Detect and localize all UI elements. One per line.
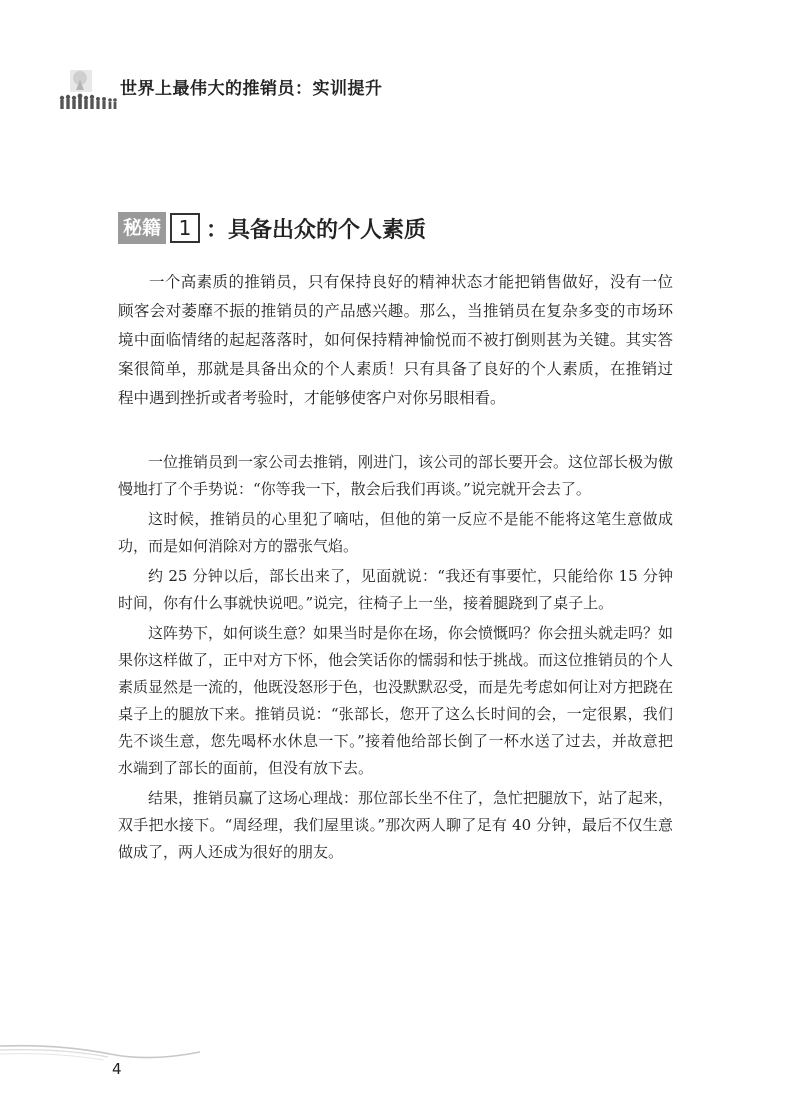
section-title: ：具备出众的个人素质 <box>206 217 427 243</box>
story-block <box>118 449 673 869</box>
section-heading <box>118 211 426 245</box>
intro-block <box>118 268 673 413</box>
story-paragraph-4: 这阵势下，如何谈生意？如果当时是你在场，你会愤慨吗？你会扭头就走吗？如果你这样做了，正中对方下怀，他会笑话你的懦弱和怯于挑战。而这位推销员的个人素质显然是一流的，他既没怒形于色，也没默默忍受，而是先考虑如何让对方把跷在桌子上的腿放下来。推销员说：“张部长，您开了这么长时间的会，一定很累，我们先不谈生意，您先喝杯水休息一下。”接着他给部长倒了一杯水送了过去，并故意把水端到了部长的面前，但没有放下去。 <box>118 624 674 777</box>
story-paragraph-2: 这时候，推销员的心里犯了嘀咕，但他的第一反应不是能不能将这笔生意做成功，而是如何消除对方的嚣张气焰。 <box>118 510 673 555</box>
story-paragraph-3: 约 25 分钟以后，部长出来了，见面就说：“我还有事要忙，只能给你 15 分钟时间，你有什么事就快说吧。”说完，往椅子上一坐，接着腿跷到了桌子上。 <box>118 567 673 612</box>
crowd-silhouette-icon <box>56 64 120 112</box>
book-title: 世界上最伟大的推销员：实训提升 <box>120 79 383 99</box>
story-paragraph-1: 一位推销员到一家公司去推销，刚进门，该公司的部长要开会。这位部长极为傲慢地打了个手势说：“你等我一下，散会后我们再谈。”说完就开会去了。 <box>118 453 674 498</box>
page-number: 4 <box>112 1060 122 1078</box>
running-header <box>56 64 476 112</box>
story-paragraph-5: 结果，推销员赢了这场心理战：那位部长坐不住了，急忙把腿放下，站了起来，双手把水接下。“周经理，我们屋里谈。”那次两人聊了足有 40 分钟，最后不仅生意做成了，两人还成为很好的朋友。 <box>118 789 674 861</box>
section-number: 1 <box>170 213 200 243</box>
intro-paragraph: 一个高素质的推销员，只有保持良好的精神状态才能把销售做好，没有一位顾客会对萎靡不振的推销员的产品感兴趣。那么，当推销员在复杂多变的市场环境中面临情绪的起起落落时，如何保持精神愉悦而不被打倒则甚为关键。其实答案很简单，那就是具备出众的个人素质！只有具备了良好的个人素质，在推销过程中遇到挫折或者考验时，才能够使客户对你另眼相看。 <box>118 273 673 407</box>
section-tag: 秘籍 <box>118 212 166 244</box>
